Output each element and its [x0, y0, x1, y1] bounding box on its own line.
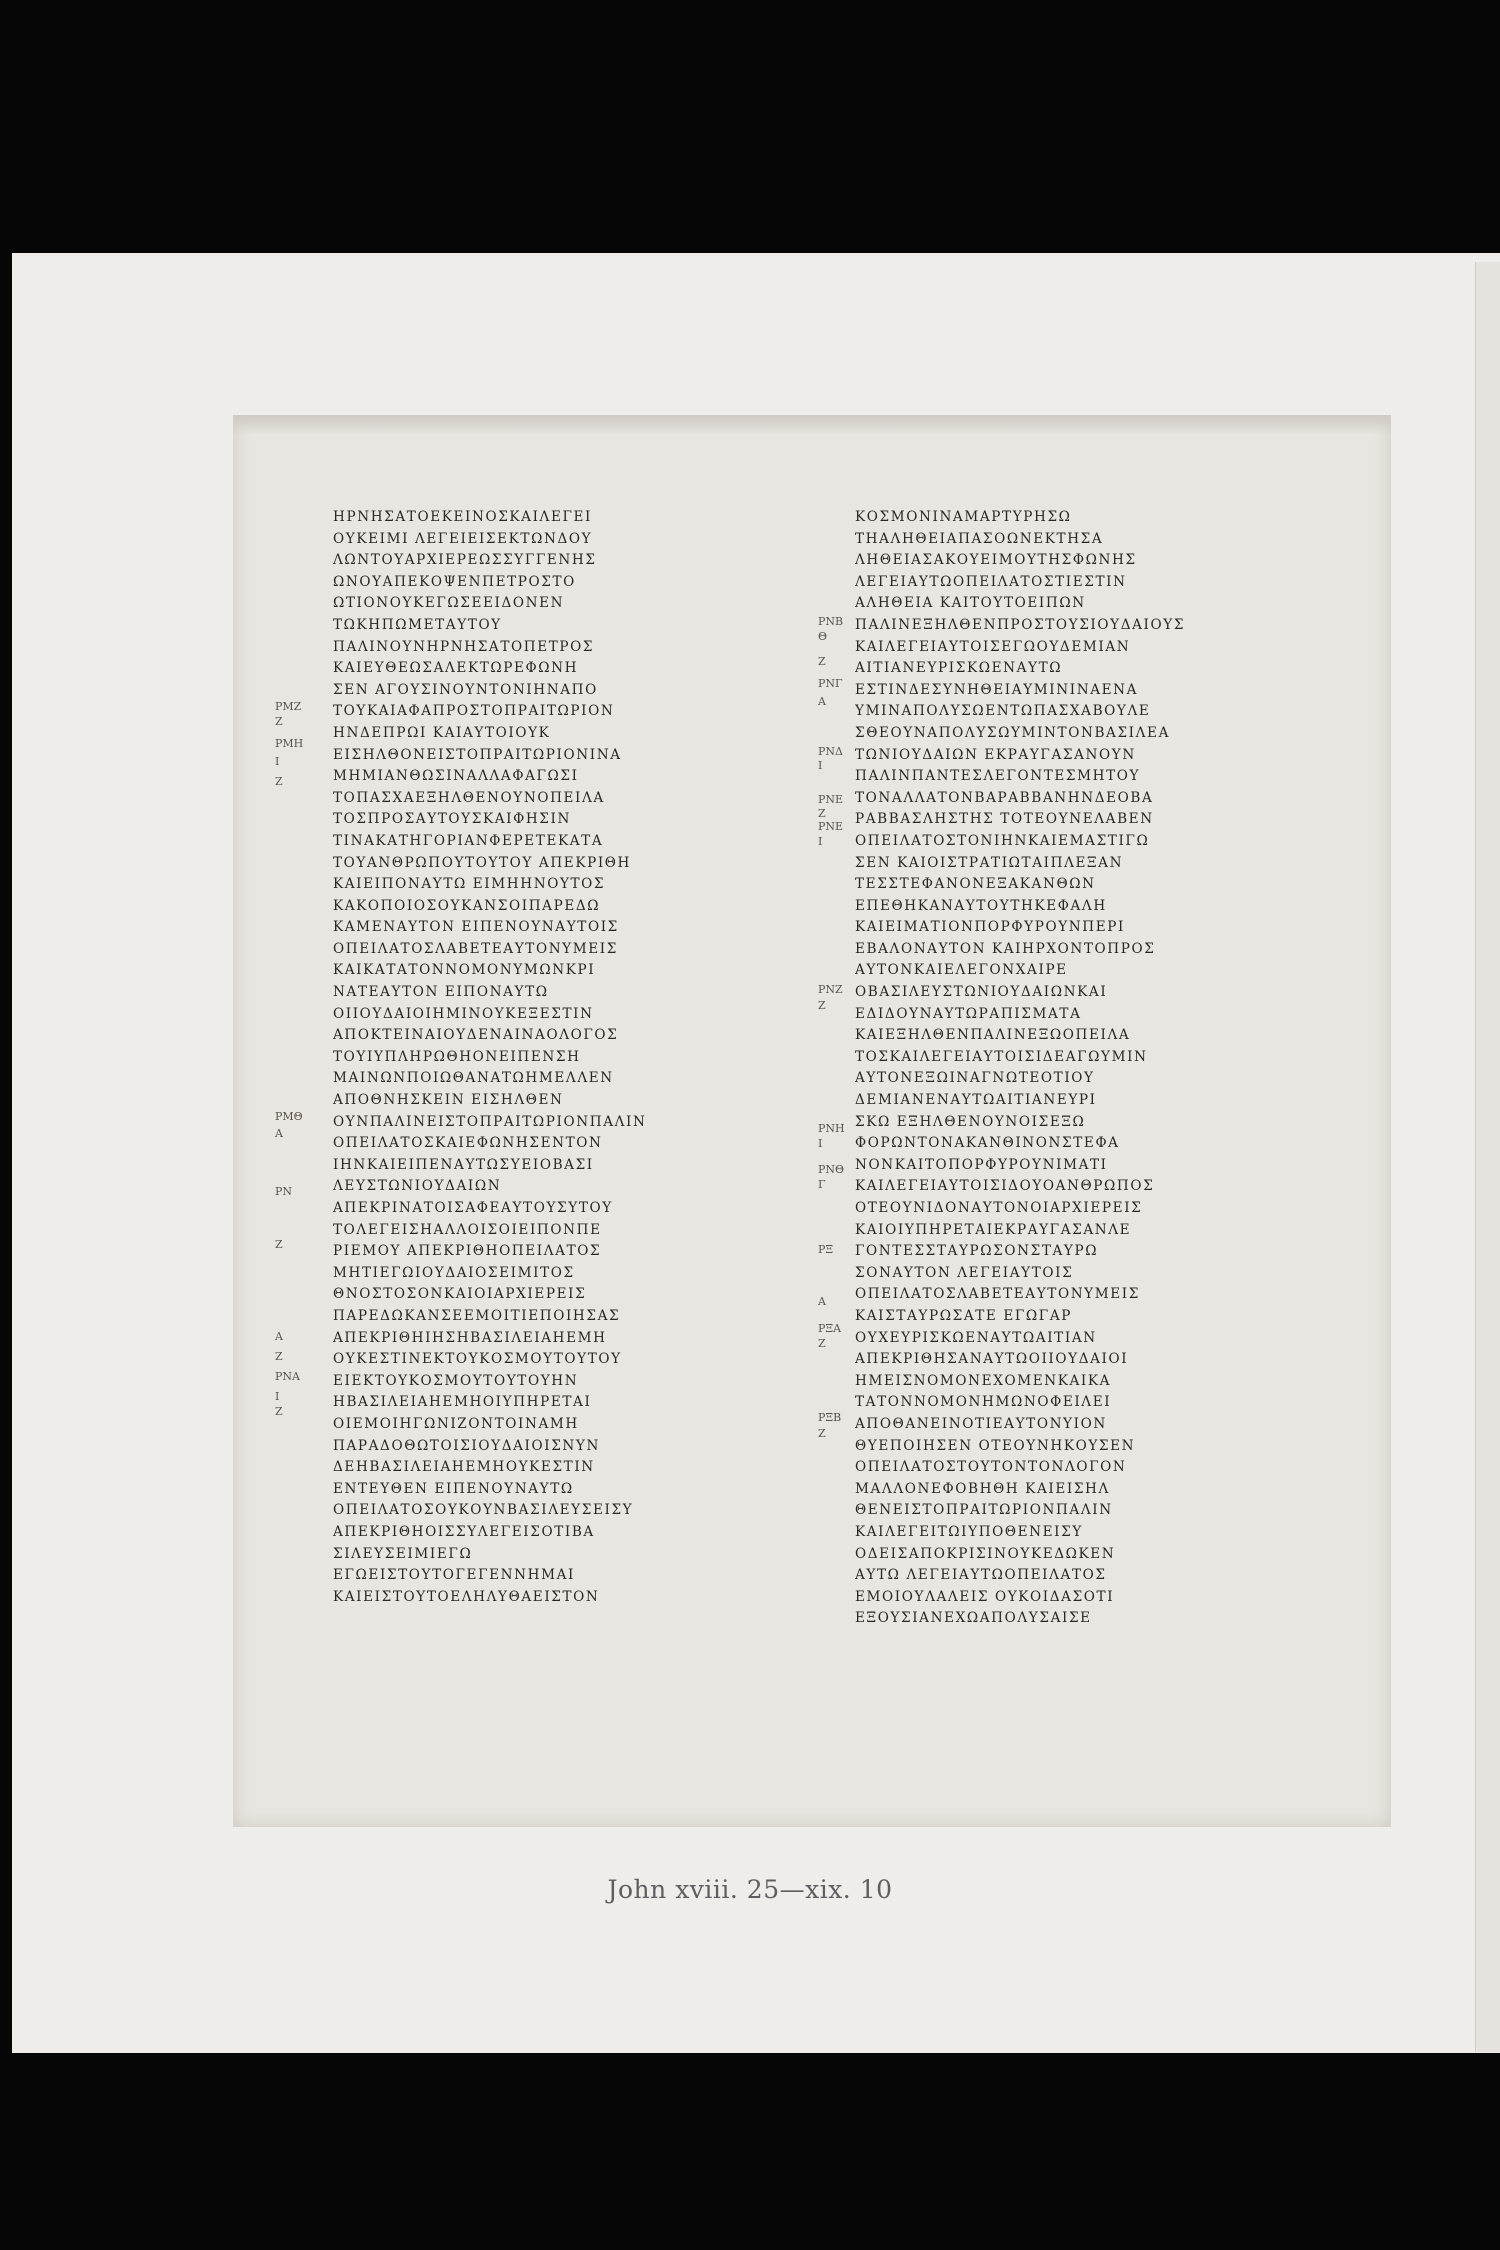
margin-note: ΡΝΘ [818, 1163, 845, 1176]
manuscript-line: ΟΙΙΟΥΔΑΙΟΙΗΜΙΝΟΥΚΕΞΕΣΤΙΝ [333, 1005, 594, 1022]
margin-note: Ζ [275, 715, 283, 728]
manuscript-line: ΕΣΤΙΝΔΕΣΥΝΗΘΕΙΑΥΜΙΝΙΝΑΕΝΑ [855, 681, 1139, 698]
margin-note: Ι [818, 1137, 823, 1150]
manuscript-line: ΡΙΕΜΟΥ ΑΠΕΚΡΙΘΗΟΠΕΙΛΑΤΟΣ [333, 1243, 602, 1260]
manuscript-line: ΚΑΜΕΝΑΥΤΟΝ ΕΙΠΕΝΟΥΝΑΥΤΟΙΣ [333, 919, 619, 936]
manuscript-line: ΟΠΕΙΛΑΤΟΣΤΟΥΤΟΝΤΟΝΛΟΓΟΝ [855, 1459, 1127, 1476]
right-text-column [855, 507, 1325, 1637]
manuscript-line: ΦΟΡΩΝΤΟΝΑΚΑΝΘΙΝΟΝΣΤΕΦΑ [855, 1135, 1120, 1152]
margin-note: ΡΝΕ [818, 793, 844, 806]
manuscript-line: ΑΛΗΘΕΙΑ ΚΑΙΤΟΥΤΟΕΙΠΩΝ [855, 595, 1086, 612]
manuscript-line: ΣΚΩ ΕΞΗΛΘΕΝΟΥΝΟΙΣΕΞΩ [855, 1113, 1086, 1130]
manuscript-line: ΗΒΑΣΙΛΕΙΑΗΕΜΗΟΙΥΠΗΡΕΤΑΙ [333, 1394, 592, 1411]
manuscript-line: ΤΟΠΑΣΧΑΕΞΗΛΘΕΝΟΥΝΟΠΕΙΛΑ [333, 789, 605, 806]
manuscript-line: ΜΑΙΝΩΝΠΟΙΩΘΑΝΑΤΩΗΜΕΛΛΕΝ [333, 1070, 614, 1087]
margin-note: Ι [275, 1390, 280, 1403]
margin-note: Ζ [818, 655, 826, 668]
manuscript-line: ΕΙΣΗΛΘΟΝΕΙΣΤΟΠΡΑΙΤΩΡΙΟΝΙΝΑ [333, 746, 622, 763]
manuscript-line: ΟΤΕΟΥΝΙΔΟΝΑΥΤΟΝΟΙΑΡΧΙΕΡΕΙΣ [855, 1200, 1143, 1216]
manuscript-line: ΛΕΓΕΙΑΥΤΩΟΠΕΙΛΑΤΟΣΤΙΕΣΤΙΝ [855, 573, 1127, 590]
manuscript-line: ΑΠΕΚΡΙΘΗΟΙΣΣΥΛΕΓΕΙΣΟΤΙΒΑ [333, 1523, 595, 1540]
manuscript-line: ΠΑΛΙΝΕΞΗΛΘΕΝΠΡΟΣΤΟΥΣΙΟΥΔΑΙΟΥΣ [855, 616, 1186, 633]
margin-note: Ι [818, 835, 823, 848]
manuscript-line: ΑΠΕΚΡΙΘΗΙΗΣΗΒΑΣΙΛΕΙΑΗΕΜΗ [333, 1329, 607, 1346]
margin-note: Α [818, 695, 826, 708]
manuscript-line: ΕΠΕΘΗΚΑΝΑΥΤΟΥΤΗΚΕΦΑΛΗ [855, 897, 1107, 914]
manuscript-line: ΑΠΕΚΡΙΝΑΤΟΙΣΑΦΕΑΥΤΟΥΣΥΤΟΥ [333, 1200, 613, 1216]
manuscript-line: ΤΟΝΑΛΛΑΤΟΝΒΑΡΑΒΒΑΝΗΝΔΕΟΒΑ [855, 789, 1154, 806]
manuscript-line: ΤΟΣΠΡΟΣΑΥΤΟΥΣΚΑΙΦΗΣΙΝ [333, 811, 571, 828]
manuscript-line: ΛΗΘΕΙΑΣΑΚΟΥΕΙΜΟΥΤΗΣΦΩΝΗΣ [855, 552, 1137, 569]
manuscript-line: ΠΑΡΑΔΟΘΩΤΟΙΣΙΟΥΔΑΙΟΙΣΝΥΝ [333, 1437, 600, 1454]
manuscript-line: ΘΕΝΕΙΣΤΟΠΡΑΙΤΩΡΙΟΝΠΑΛΙΝ [855, 1502, 1113, 1519]
manuscript-line: ΣΕΝ ΑΓΟΥΣΙΝΟΥΝΤΟΝΙΗΝΑΠΟ [333, 681, 598, 698]
margin-note: ΡΜΖ [275, 700, 302, 713]
margin-note: Ζ [818, 1427, 826, 1440]
manuscript-line: ΚΑΙΕΥΘΕΩΣΑΛΕΚΤΩΡΕΦΩΝΗ [333, 660, 579, 677]
manuscript-line: ΤΩΚΗΠΩΜΕΤΑΥΤΟΥ [333, 616, 502, 633]
manuscript-line: ΩΝΟΥΑΠΕΚΟΨΕΝΠΕΤΡΟΣΤΟ [333, 573, 576, 590]
manuscript-line: ΕΒΑΛΟΝΑΥΤΟΝ ΚΑΙΗΡΧΟΝΤΟΠΡΟΣ [855, 940, 1156, 957]
manuscript-line: ΜΗΤΙΕΓΩΙΟΥΔΑΙΟΣΕΙΜΙΤΟΣ [333, 1264, 575, 1281]
manuscript-line: ΚΑΙΣΤΑΥΡΩΣΑΤΕ ΕΓΩΓΑΡ [855, 1307, 1072, 1324]
manuscript-line: ΕΝΤΕΥΘΕΝ ΕΙΠΕΝΟΥΝΑΥΤΩ [333, 1480, 574, 1497]
margin-note: Ζ [275, 1350, 283, 1363]
manuscript-line: ΠΑΡΕΔΩΚΑΝΣΕΕΜΟΙΤΙΕΠΟΙΗΣΑΣ [333, 1307, 621, 1324]
margin-note: Ι [275, 755, 280, 768]
margin-note: ΡΝΔ [818, 745, 843, 758]
manuscript-line: ΗΝΔΕΠΡΩΙ ΚΑΙΑΥΤΟΙΟΥΚ [333, 724, 551, 741]
manuscript-line: ΤΟΥΚΑΙΑΦΑΠΡΟΣΤΟΠΡΑΙΤΩΡΙΟΝ [333, 703, 615, 720]
manuscript-line: ΤΗΑΛΗΘΕΙΑΠΑΣΟΩΝΕΚΤΗΣΑ [855, 530, 1104, 547]
margin-note: ΡΞ [818, 1243, 834, 1256]
manuscript-line: ΕΙΕΚΤΟΥΚΟΣΜΟΥΤΟΥΤΟΥΗΝ [333, 1372, 579, 1389]
manuscript-line: ΑΥΤΟΝΚΑΙΕΛΕΓΟΝΧΑΙΡΕ [855, 962, 1068, 979]
manuscript-line: ΚΑΙΛΕΓΕΙΑΥΤΟΙΣΕΓΩΟΥΔΕΜΙΑΝ [855, 638, 1131, 655]
manuscript-line: ΑΥΤΟΝΕΞΩΙΝΑΓΝΩΤΕΟΤΙΟΥ [855, 1070, 1095, 1087]
margin-note: Ζ [275, 1405, 283, 1418]
margin-note: Α [275, 1127, 283, 1140]
manuscript-line: ΓΟΝΤΕΣΣΤΑΥΡΩΣΟΝΣΤΑΥΡΩ [855, 1243, 1099, 1260]
manuscript-line: ΟΒΑΣΙΛΕΥΣΤΩΝΙΟΥΔΑΙΩΝΚΑΙ [855, 984, 1108, 1001]
manuscript-line: ΚΑΙΕΙΣΤΟΥΤΟΕΛΗΛΥΘΑΕΙΣΤΟΝ [333, 1588, 600, 1605]
margin-note: ΡΝ [275, 1185, 293, 1198]
left-text-column [333, 507, 803, 1637]
manuscript-line: ΟΠΕΙΛΑΤΟΣΟΥΚΟΥΝΒΑΣΙΛΕΥΣΕΙΣΥ [333, 1502, 634, 1519]
manuscript-line: ΑΠΟΘΑΝΕΙΝΟΤΙΕΑΥΤΟΝΥΙΟΝ [855, 1415, 1107, 1432]
margin-note: Ζ [275, 775, 283, 788]
manuscript-line: ΘΝΟΣΤΟΣΟΝΚΑΙΟΙΑΡΧΙΕΡΕΙΣ [333, 1286, 587, 1303]
manuscript-line: ΤΑΤΟΝΝΟΜΟΝΗΜΩΝΟΦΕΙΛΕΙ [855, 1394, 1112, 1411]
manuscript-line: ΛΕΥΣΤΩΝΙΟΥΔΑΙΩΝ [333, 1178, 502, 1195]
manuscript-line: ΤΕΣΣΤΕΦΑΝΟΝΕΞΑΚΑΝΘΩΝ [855, 876, 1096, 893]
manuscript-line: ΤΟΣΚΑΙΛΕΓΕΙΑΥΤΟΙΣΙΔΕΑΓΩΥΜΙΝ [855, 1048, 1148, 1065]
manuscript-line: ΜΑΛΛΟΝΕΦΟΒΗΘΗ ΚΑΙΕΙΣΗΛ [855, 1480, 1110, 1497]
manuscript-line: ΤΟΥΙΥΠΛΗΡΩΘΗΟΝΕΙΠΕΝΣΗ [333, 1048, 581, 1065]
margin-note: ΡΜΘ [275, 1110, 303, 1123]
margin-note: Α [818, 1295, 826, 1308]
manuscript-line: ΣΙΛΕΥΣΕΙΜΙΕΓΩ [333, 1545, 473, 1562]
manuscript-line: ΟΠΕΙΛΑΤΟΣΤΟΝΙΗΝΚΑΙΕΜΑΣΤΙΓΩ [855, 832, 1150, 849]
manuscript-line: ΕΓΩΕΙΣΤΟΥΤΟΓΕΓΕΝΝΗΜΑΙ [333, 1567, 575, 1584]
plate-caption: John xviii. 25—xix. 10 [607, 1875, 893, 1904]
manuscript-line: ΟΥΝΠΑΛΙΝΕΙΣΤΟΠΡΑΙΤΩΡΙΟΝΠΑΛΙΝ [333, 1113, 647, 1130]
manuscript-line: ΚΑΙΛΕΓΕΙΤΩΙΥΠΟΘΕΝΕΙΣΥ [855, 1523, 1083, 1540]
manuscript-line: ΚΑΙΕΙΜΑΤΙΟΝΠΟΡΦΥΡΟΥΝΠΕΡΙ [855, 919, 1125, 936]
next-page-edge [1475, 262, 1500, 2052]
margin-note: Θ [818, 630, 828, 643]
margin-note: Α [275, 1330, 283, 1343]
manuscript-line: ΚΟΣΜΟΝΙΝΑΜΑΡΤΥΡΗΣΩ [855, 509, 1072, 525]
margin-note: ΡΝΒ [818, 615, 844, 628]
margin-note: ΡΞΑ [818, 1322, 842, 1335]
manuscript-line: ΤΟΥΑΝΘΡΩΠΟΥΤΟΥΤΟΥ ΑΠΕΚΡΙΘΗ [333, 854, 631, 871]
manuscript-line: ΤΩΝΙΟΥΔΑΙΩΝ ΕΚΡΑΥΓΑΣΑΝΟΥΝ [855, 746, 1136, 763]
manuscript-line: ΣΟΝΑΥΤΟΝ ΛΕΓΕΙΑΥΤΟΙΣ [855, 1264, 1074, 1281]
manuscript-line: ΙΗΝΚΑΙΕΙΠΕΝΑΥΤΩΣΥΕΙΟΒΑΣΙ [333, 1156, 594, 1173]
manuscript-line: ΚΑΙΚΑΤΑΤΟΝΝΟΜΟΝΥΜΩΝΚΡΙ [333, 962, 596, 979]
manuscript-line: ΟΙΕΜΟΙΗΓΩΝΙΖΟΝΤΟΙΝΑΜΗ [333, 1415, 579, 1432]
manuscript-line: ΩΤΙΟΝΟΥΚΕΓΩΣΕΕΙΔΟΝΕΝ [333, 595, 565, 612]
manuscript-line: ΝΟΝΚΑΙΤΟΠΟΡΦΥΡΟΥΝΙΜΑΤΙ [855, 1156, 1108, 1173]
manuscript-line: ΑΠΟΚΤΕΙΝΑΙΟΥΔΕΝΑΙΝΑΟΛΟΓΟΣ [333, 1027, 619, 1044]
manuscript-line: ΚΑΙΕΙΠΟΝΑΥΤΩ ΕΙΜΗΗΝΟΥΤΟΣ [333, 876, 606, 893]
manuscript-line: ΚΑΚΟΠΟΙΟΣΟΥΚΑΝΣΟΙΠΑΡΕΔΩ [333, 897, 601, 914]
manuscript-line: ΠΑΛΙΝΠΑΝΤΕΣΛΕΓΟΝΤΕΣΜΗΤΟΥ [855, 768, 1141, 785]
manuscript-line: ΟΥΧΕΥΡΙΣΚΩΕΝΑΥΤΩΑΙΤΙΑΝ [855, 1329, 1097, 1346]
manuscript-plate [233, 415, 1391, 1827]
manuscript-line: ΕΞΟΥΣΙΑΝΕΧΩΑΠΟΛΥΣΑΙΣΕ [855, 1610, 1092, 1627]
manuscript-line: ΕΜΟΙΟΥΛΑΛΕΙΣ ΟΥΚΟΙΔΑΣΟΤΙ [855, 1588, 1115, 1605]
manuscript-line: ΤΟΛΕΓΕΙΣΗΑΛΛΟΙΣΟΙΕΙΠΟΝΠΕ [333, 1221, 602, 1238]
manuscript-line: ΜΗΜΙΑΝΘΩΣΙΝΑΛΛΑΦΑΓΩΣΙ [333, 768, 579, 785]
manuscript-line: ΟΠΕΙΛΑΤΟΣΛΑΒΕΤΕΑΥΤΟΝΥΜΕΙΣ [855, 1286, 1140, 1303]
manuscript-line: ΠΑΛΙΝΟΥΝΗΡΝΗΣΑΤΟΠΕΤΡΟΣ [333, 638, 595, 655]
margin-note: ΡΜΗ [275, 737, 304, 750]
manuscript-line: ΡΑΒΒΑΣΛΗΣΤΗΣ ΤΟΤΕΟΥΝΕΛΑΒΕΝ [855, 811, 1154, 828]
manuscript-line: ΤΙΝΑΚΑΤΗΓΟΡΙΑΝΦΕΡΕΤΕΚΑΤΑ [333, 832, 604, 849]
margin-note: ΡΝΕ [818, 820, 844, 833]
margin-note: ΡΝΗ [818, 1122, 845, 1135]
manuscript-line: ΣΘΕΟΥΝΑΠΟΛΥΣΩΥΜΙΝΤΟΝΒΑΣΙΛΕΑ [855, 724, 1170, 741]
manuscript-line: ΗΜΕΙΣΝΟΜΟΝΕΧΟΜΕΝΚΑΙΚΑ [855, 1372, 1112, 1389]
margin-note: Ζ [275, 1238, 283, 1251]
manuscript-line: ΚΑΙΕΞΗΛΘΕΝΠΑΛΙΝΕΞΩΟΠΕΙΛΑ [855, 1027, 1131, 1044]
margin-note: Γ [818, 1178, 826, 1191]
margin-note: ΡΞΒ [818, 1411, 842, 1424]
manuscript-line: ΝΑΤΕΑΥΤΟΝ ΕΙΠΟΝΑΥΤΩ [333, 984, 549, 1001]
manuscript-line: ΟΠΕΙΛΑΤΟΣΚΑΙΕΦΩΝΗΣΕΝΤΟΝ [333, 1135, 603, 1152]
manuscript-line: ΑΥΤΩ ΛΕΓΕΙΑΥΤΩΟΠΕΙΛΑΤΟΣ [855, 1567, 1107, 1584]
margin-note: ΡΝΖ [818, 983, 843, 996]
margin-note: Ι [818, 759, 823, 772]
manuscript-line: ΗΡΝΗΣΑΤΟΕΚΕΙΝΟΣΚΑΙΛΕΓΕΙ [333, 509, 593, 525]
manuscript-line: ΥΜΙΝΑΠΟΛΥΣΩΕΝΤΩΠΑΣΧΑΒΟΥΛΕ [855, 703, 1151, 720]
margin-note: Ζ [818, 999, 826, 1012]
manuscript-line: ΟΠΕΙΛΑΤΟΣΛΑΒΕΤΕΑΥΤΟΝΥΜΕΙΣ [333, 940, 618, 957]
manuscript-line: ΟΔΕΙΣΑΠΟΚΡΙΣΙΝΟΥΚΕΔΩΚΕΝ [855, 1545, 1116, 1562]
manuscript-line: ΣΕΝ ΚΑΙΟΙΣΤΡΑΤΙΩΤΑΙΠΛΕΞΑΝ [855, 854, 1124, 871]
manuscript-line: ΚΑΙΟΙΥΠΗΡΕΤΑΙΕΚΡΑΥΓΑΣΑΝΛΕ [855, 1221, 1132, 1238]
plate-top-shade [233, 415, 1391, 435]
manuscript-line: ΑΠΕΚΡΙΘΗΣΑΝΑΥΤΩΟΙΙΟΥΔΑΙΟΙ [855, 1351, 1129, 1368]
manuscript-line: ΚΑΙΛΕΓΕΙΑΥΤΟΙΣΙΔΟΥΟΑΝΘΡΩΠΟΣ [855, 1178, 1155, 1195]
manuscript-line: ΔΕΜΙΑΝΕΝΑΥΤΩΑΙΤΙΑΝΕΥΡΙ [855, 1092, 1097, 1109]
manuscript-line: ΑΠΟΘΝΗΣΚΕΙΝ ΕΙΣΗΛΘΕΝ [333, 1092, 564, 1109]
manuscript-line: ΟΥΚΕΣΤΙΝΕΚΤΟΥΚΟΣΜΟΥΤΟΥΤΟΥ [333, 1351, 622, 1368]
manuscript-line: ΟΥΚΕΙΜΙ ΛΕΓΕΙΕΙΣΕΚΤΩΝΔΟΥ [333, 530, 593, 547]
margin-note: ΡΝΓ [818, 677, 843, 690]
manuscript-line: ΑΙΤΙΑΝΕΥΡΙΣΚΩΕΝΑΥΤΩ [855, 660, 1063, 677]
margin-note: ΡΝΑ [275, 1370, 300, 1383]
manuscript-line: ΛΩΝΤΟΥΑΡΧΙΕΡΕΩΣΣΥΓΓΕΝΗΣ [333, 552, 597, 569]
manuscript-line: ΘΥΕΠΟΙΗΣΕΝ ΟΤΕΟΥΝΗΚΟΥΣΕΝ [855, 1437, 1136, 1454]
margin-note: Ζ [818, 807, 826, 820]
margin-note: Ζ [818, 1337, 826, 1350]
manuscript-line: ΕΔΙΔΟΥΝΑΥΤΩΡΑΠΙΣΜΑΤΑ [855, 1005, 1082, 1022]
manuscript-line: ΔΕΗΒΑΣΙΛΕΙΑΗΕΜΗΟΥΚΕΣΤΙΝ [333, 1459, 595, 1476]
